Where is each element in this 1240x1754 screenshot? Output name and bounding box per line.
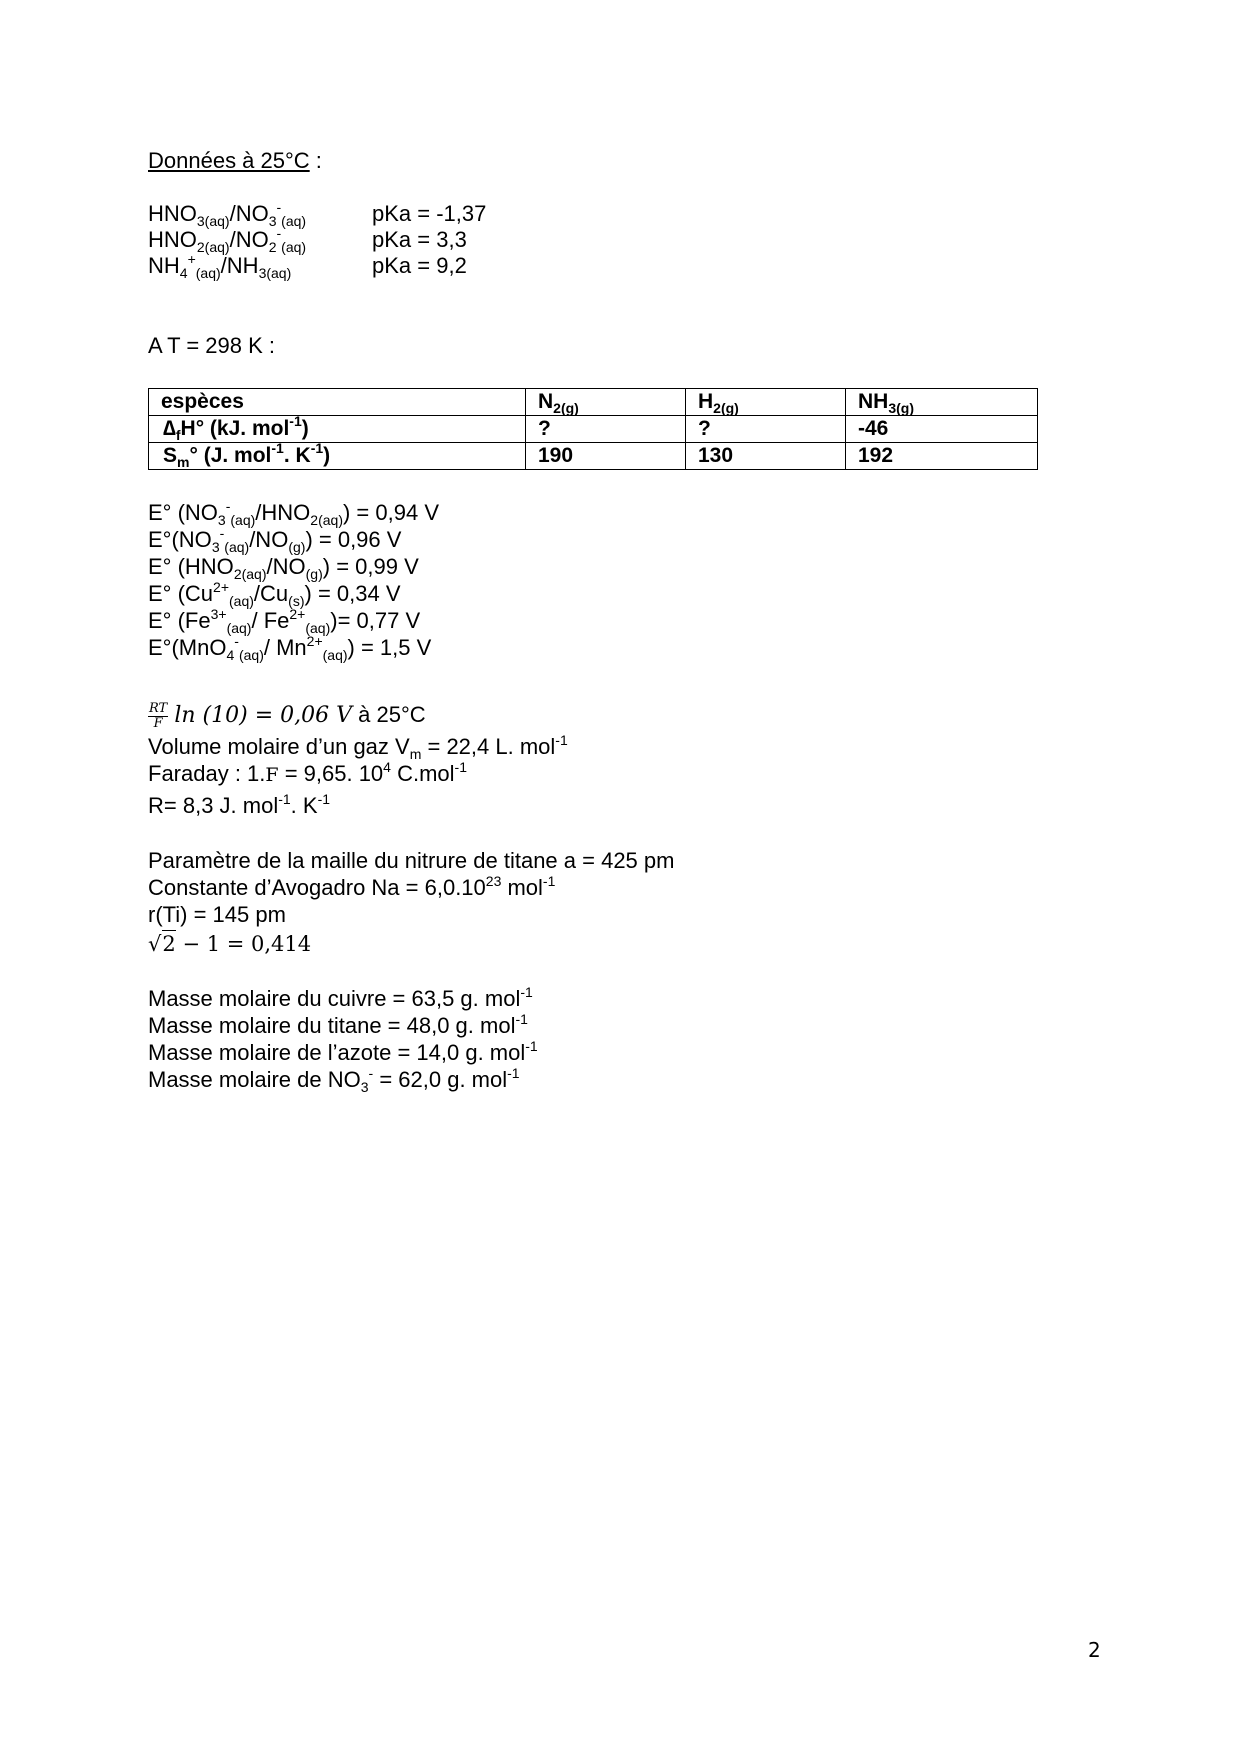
thermo-table [148, 388, 1038, 470]
lattice-parameter-line: Paramètre de la maille du nitrure de titane a = 425 pm [148, 848, 675, 873]
table-header-species: espèces [149, 389, 526, 416]
potential-no3-no: $E^\circ(NO_3^-_{(aq)}/NO_{(g)}) = 0,96$ V [148, 525, 402, 555]
titanium-radius-line: r(Ti) = 145 pm [148, 902, 286, 927]
temperature-line: A T = 298 K : [148, 333, 276, 358]
molar-volume-line: Volume molaire d’un gaz $V_m = 22,4$ L. mol$^{-1}$ [148, 732, 568, 762]
pka-couple-1: $HNO_{3(aq)}/NO_3^-_{(aq)}$ [148, 199, 307, 229]
potential-no3-hno2: E° $(NO_3^-_{(aq)}/HNO_{2(aq)}) = 0,94$ V [148, 498, 439, 528]
molar-mass-nitrate: Masse molaire de $NO_3^- = 62,0$ g. mol$^{-1}$ [148, 1065, 520, 1095]
row-label-entropy: $S_m^\circ$ (J. mol$^{-1}$. $K^{-1}$) [149, 443, 526, 470]
sqrt-two-line: √2 − 1 = 0,414 [148, 932, 312, 956]
table-row-entropy [149, 443, 1038, 470]
faraday-line: Faraday : 1.F = 9,65. $10^4$ C.mol$^{-1}$ [148, 759, 467, 786]
potential-cu2-cu: E° $(Cu^{2+}_{(aq)}/Cu_{(s)}) = 0,34$ V [148, 579, 401, 609]
table-row-enthalpy [149, 416, 1038, 443]
table-header-row [149, 389, 1038, 416]
molar-mass-copper: Masse molaire du cuivre = 63,5 g. mol$^{-1}$ [148, 984, 533, 1011]
cell-enthalpy-nh3: -46 [846, 416, 1038, 443]
pka-couple-3: $NH_4^+_{(aq)}/NH_{3(aq)}$ [148, 251, 292, 281]
table-header-nh3: $NH_{3(g)}$ [846, 389, 1038, 416]
potential-fe3-fe2: E° ($Fe^{3+}_{(aq)}/$ $Fe^{2+}_{(aq)})= 0,77$ V [148, 606, 421, 636]
pka-value-2: pKa = 3,3 [372, 227, 467, 252]
page-number: 2 [1088, 1638, 1101, 1662]
pka-value-1: pKa = -1,37 [372, 201, 487, 226]
rt-over-f-fraction: $\frac{RT}{F}$ [149, 700, 168, 731]
table-header-n2: $N_{2(g)}$ [526, 389, 686, 416]
gas-constant-line: R= 8,3 J. mol$^{-1}$. $K^{-1}$ [148, 791, 331, 818]
cell-entropy-nh3: 192 [846, 443, 1038, 470]
table-header-h2: $H_{2(g)}$ [686, 389, 846, 416]
pka-value-3: pKa = 9,2 [372, 253, 467, 278]
potential-hno2-no: E° $(HNO_{2(aq)}/NO_{(g)}) = 0,99$ V [148, 554, 419, 582]
molar-mass-nitrogen: Masse molaire de l’azote = 14,0 g. mol$^{-1}$ [148, 1038, 538, 1065]
molar-mass-titanium: Masse molaire du titane = 48,0 g. mol$^{-1}$ [148, 1011, 528, 1038]
avogadro-line: Constante d’Avogadro $Na = 6,0.10^{23}$ mol$^{-1}$ [148, 873, 556, 900]
pka-couple-2: $HNO_{2(aq)}/NO_2^-_{(aq)}$ [148, 225, 307, 255]
data-heading: Données à 25°C : [148, 148, 322, 173]
cell-enthalpy-n2: ? [526, 416, 686, 443]
cell-enthalpy-h2: ? [686, 416, 846, 443]
heading-text: Données à 25°C [148, 148, 310, 173]
cell-entropy-n2: 190 [526, 443, 686, 470]
row-label-enthalpy: $\Delta_fH^\circ$ (kJ. mol$^{-1}$) [149, 416, 526, 443]
rt-over-f-line: $\frac{RT}{F}$ ln (10) = 0,06 V à 25°C [149, 700, 426, 731]
potential-mno4-mn2: E°(MnO$_4$-$_{(aq)}$/ $Mn^{2+}_{(aq)}) = 1,5$ V [148, 633, 432, 663]
cell-entropy-h2: 130 [686, 443, 846, 470]
